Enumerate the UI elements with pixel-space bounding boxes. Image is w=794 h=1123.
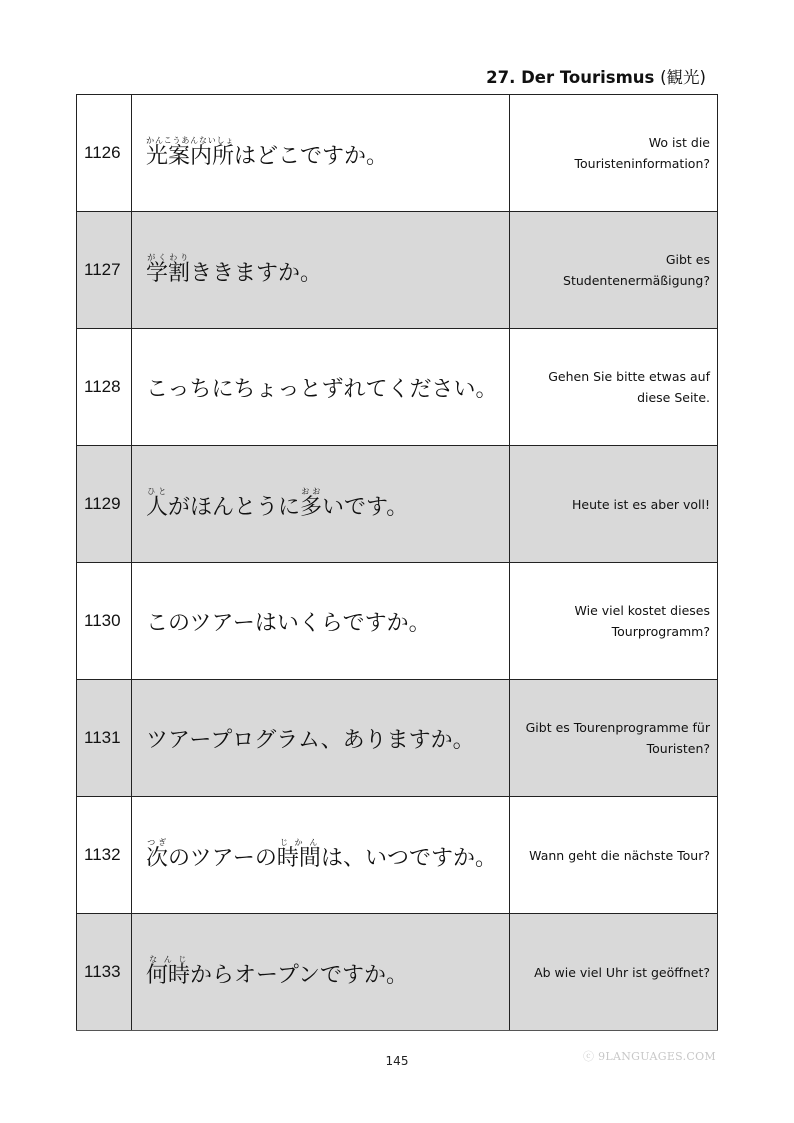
japanese-phrase xyxy=(132,797,510,914)
table-row xyxy=(77,212,718,329)
watermark: ⓒ 9LANGUAGES.COM xyxy=(583,1050,716,1063)
phrase-number: 1128 xyxy=(77,329,132,446)
section-title-japanese: (観光) xyxy=(660,68,706,87)
furigana-word xyxy=(146,838,169,871)
kana-text: は、いつですか。 xyxy=(320,846,497,871)
german-translation: Heute ist es aber voll! xyxy=(510,446,718,563)
german-translation: Gibt es Tourenprogramme für Touristen? xyxy=(510,680,718,797)
japanese-phrase xyxy=(132,212,510,329)
furigana-reading: かんこうあんないしょ xyxy=(146,136,234,145)
phrase-number: 1133 xyxy=(77,914,132,1031)
kana-text: いです。 xyxy=(322,495,409,520)
section-title xyxy=(486,64,706,88)
furigana-reading: がくわり xyxy=(146,253,191,262)
german-translation: Gibt es Studentenermäßigung? xyxy=(510,212,718,329)
kana-text: からオープンですか。 xyxy=(190,963,409,988)
phrase-number: 1130 xyxy=(77,563,132,680)
furigana-word xyxy=(146,136,235,169)
kanji-text: 人 xyxy=(146,495,169,520)
kana-text: はどこですか。 xyxy=(234,144,389,169)
furigana-reading: ひと xyxy=(146,487,169,496)
japanese-phrase xyxy=(132,95,510,212)
japanese-phrase: このツアーはいくらですか。 xyxy=(132,563,510,680)
japanese-phrase xyxy=(132,446,510,563)
furigana-reading: なんじ xyxy=(146,955,190,964)
german-translation: Wo ist die Touristeninformation? xyxy=(510,95,718,212)
kanji-text: 光案内所 xyxy=(146,144,235,169)
phrase-number: 1131 xyxy=(77,680,132,797)
table-row xyxy=(77,914,718,1031)
kanji-text: 何時 xyxy=(146,963,191,988)
german-translation: Wie viel kostet dieses Tourprogramm? xyxy=(510,563,718,680)
table-row xyxy=(77,680,718,797)
furigana-word xyxy=(146,955,191,988)
japanese-phrase: ツアープログラム、ありますか。 xyxy=(132,680,510,797)
german-translation: Ab wie viel Uhr ist geöffnet? xyxy=(510,914,718,1031)
furigana-word xyxy=(146,487,169,520)
furigana-reading: つぎ xyxy=(146,838,169,847)
japanese-phrase xyxy=(132,914,510,1031)
kanji-text: 次 xyxy=(146,846,169,871)
phrase-table xyxy=(76,94,718,1031)
kanji-text: 多 xyxy=(300,495,323,520)
kana-text: のツアーの xyxy=(168,846,277,871)
table-row xyxy=(77,563,718,680)
phrase-number: 1132 xyxy=(77,797,132,914)
furigana-word xyxy=(276,838,321,871)
table-row xyxy=(77,797,718,914)
kana-text: ききますか。 xyxy=(190,261,323,286)
german-translation: Wann geht die nächste Tour? xyxy=(510,797,718,914)
page-number: 145 xyxy=(385,1054,409,1068)
furigana-word xyxy=(300,487,323,520)
phrase-number: 1129 xyxy=(77,446,132,563)
table-row xyxy=(77,446,718,563)
table-row xyxy=(77,95,718,212)
kanji-text: 学割 xyxy=(146,261,191,286)
section-title-text: 27. Der Tourismus xyxy=(486,68,655,87)
german-translation: Gehen Sie bitte etwas auf diese Seite. xyxy=(510,329,718,446)
furigana-word xyxy=(146,253,191,286)
phrase-number: 1126 xyxy=(77,95,132,212)
phrase-number: 1127 xyxy=(77,212,132,329)
japanese-phrase: こっちにちょっとずれてください。 xyxy=(132,329,510,446)
kanji-text: 時間 xyxy=(276,846,321,871)
table-row xyxy=(77,329,718,446)
furigana-reading: おお xyxy=(300,487,323,496)
kana-text: がほんとうに xyxy=(168,495,301,520)
furigana-reading: じかん xyxy=(276,838,321,847)
